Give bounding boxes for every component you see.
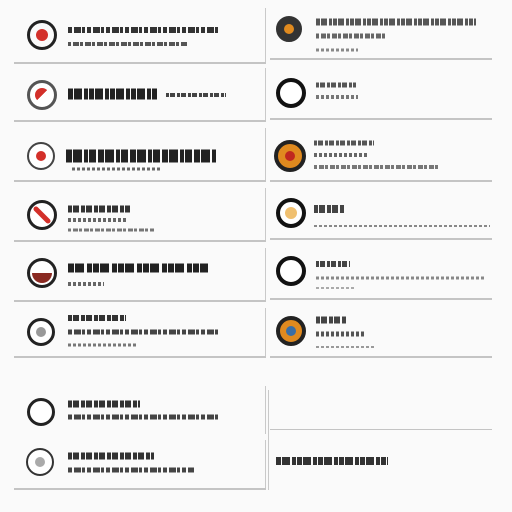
gray-dot-icon: [27, 318, 55, 346]
split-red-icon: [27, 80, 57, 110]
divider: [268, 390, 269, 490]
red-dot-icon: [27, 20, 57, 50]
list-item[interactable]: [14, 8, 266, 64]
red-orange-dot-icon: [274, 140, 306, 172]
half-red-icon: [27, 258, 57, 288]
placeholder-text: [66, 450, 216, 476]
placeholder-text: [314, 258, 494, 292]
placeholder-text: [66, 22, 226, 52]
placeholder-text: [66, 202, 176, 236]
list-item[interactable]: [270, 390, 492, 430]
ring-icon: [276, 78, 306, 108]
list-item[interactable]: [270, 128, 492, 182]
list-item[interactable]: [14, 386, 266, 434]
list-item[interactable]: [14, 440, 266, 490]
list-item[interactable]: [270, 440, 492, 490]
ring-icon: [27, 398, 55, 426]
placeholder-text: [66, 260, 226, 292]
placeholder-text: [64, 142, 234, 174]
list-item[interactable]: [270, 308, 492, 358]
red-dot-icon: [27, 142, 55, 170]
placeholder-text: [314, 80, 414, 104]
placeholder-text: [312, 202, 492, 232]
placeholder-text: [66, 398, 236, 424]
gray-dot-icon: [26, 448, 54, 476]
placeholder-text: [66, 312, 236, 352]
list-item[interactable]: [14, 68, 266, 122]
list-item[interactable]: [14, 248, 266, 302]
placeholder-text: [314, 314, 484, 354]
slash-icon: [27, 200, 57, 230]
placeholder-text: [314, 16, 484, 56]
orange-blue-icon: [276, 316, 306, 346]
list-item[interactable]: [270, 188, 492, 240]
list-item[interactable]: [270, 68, 492, 120]
amber-dot-icon: [276, 198, 306, 228]
list-item[interactable]: [270, 8, 492, 60]
orange-dot-icon: [276, 16, 302, 42]
placeholder-text: [312, 138, 482, 174]
placeholder-text: [66, 82, 236, 110]
list-item[interactable]: [14, 188, 266, 242]
placeholder-text: [274, 454, 394, 470]
ring-icon: [276, 256, 306, 286]
list-item[interactable]: [270, 248, 492, 300]
list-item[interactable]: [14, 128, 266, 182]
list-item[interactable]: [14, 308, 266, 358]
